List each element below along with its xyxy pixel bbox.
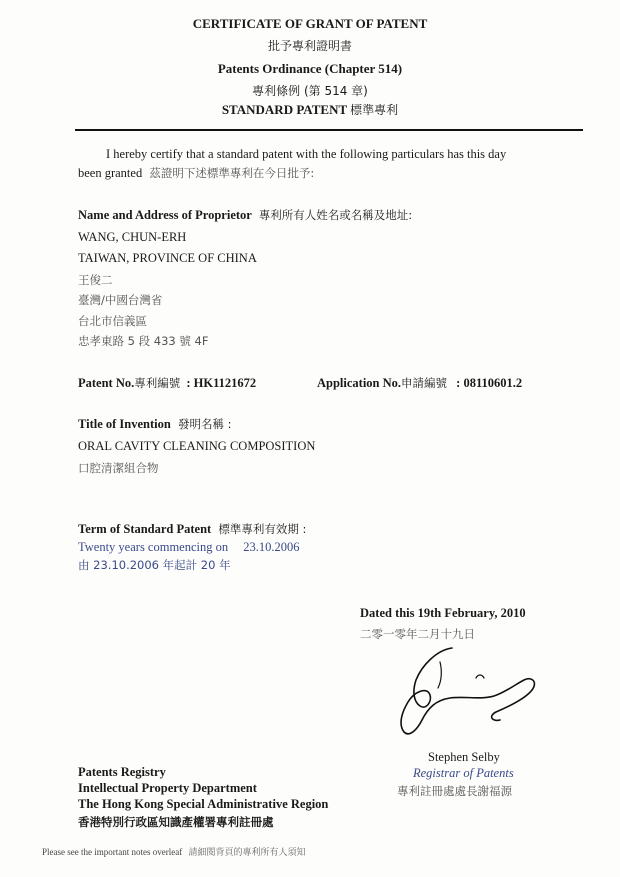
intro-line-2-en: been granted <box>78 166 143 180</box>
registry-line-3: The Hong Kong Special Administrative Region <box>78 797 329 811</box>
proprietor-name-zh: 王俊二 <box>78 273 113 287</box>
application-number-label: Application No. <box>317 376 402 390</box>
proprietor-name: WANG, CHUN-ERH <box>78 230 187 244</box>
patent-type: STANDARD PATENT <box>221 102 347 117</box>
proprietor-label-zh: 專利所有人姓名或名稱及地址: <box>258 208 413 222</box>
term-start-date: 23.10.2006 <box>243 540 300 554</box>
certificate-title-zh: 批予專利證明書 <box>267 39 352 53</box>
term-label-en: Term of Standard Patent <box>78 522 212 536</box>
certificate-title: CERTIFICATE OF GRANT OF PATENT <box>192 16 428 31</box>
term-label <box>78 521 306 537</box>
signature-drawing <box>392 640 542 740</box>
term-text-zh: 由 23.10.2006 年起計 20 年 <box>78 558 231 572</box>
dated-line: Dated this 19th February, 2010 <box>360 606 526 620</box>
footnote-zh: 請細閱背頁的專利所有人須知 <box>188 848 306 858</box>
dated-line-zh: 二零一零年二月十九日 <box>360 627 475 641</box>
proprietor-street-zh: 忠孝東路 5 段 433 號 4F <box>78 334 209 348</box>
signatory-title-zh: 專利註冊處處長謝福源 <box>397 784 512 798</box>
registry-line-1: Patents Registry <box>78 765 166 779</box>
intro-line-2-zh: 茲證明下述標準專利在今日批予: <box>149 166 315 180</box>
patent-number-label: Patent No. <box>78 376 135 390</box>
header-divider <box>75 129 583 131</box>
ordinance-title-zh: 專利條例 (第 514 章) <box>252 84 368 98</box>
patent-number <box>78 375 256 391</box>
intro-line-1: I hereby certify that a standard patent with the following particulars has this day <box>106 147 507 161</box>
application-number-label-zh: 申請編號 <box>401 376 448 390</box>
proprietor-label <box>78 207 412 223</box>
ordinance-title: Patents Ordinance (Chapter 514) <box>217 61 403 76</box>
signatory-title: Registrar of Patents <box>413 766 514 780</box>
invention-title: ORAL CAVITY CLEANING COMPOSITION <box>78 439 316 453</box>
patent-type-heading <box>0 101 620 118</box>
application-number-value: : 08110601.2 <box>456 376 523 390</box>
footnote-en: Please see the important notes overleaf <box>42 847 183 857</box>
proprietor-country: TAIWAN, PROVINCE OF CHINA <box>78 251 257 265</box>
registry-line-2: Intellectual Property Department <box>78 781 257 795</box>
application-number <box>317 375 522 391</box>
signatory-name: Stephen Selby <box>428 750 500 764</box>
patent-type-zh: 標準專利 <box>350 103 399 117</box>
invention-title-zh: 口腔清潔組合物 <box>78 461 159 475</box>
term-label-zh: 標準專利有效期 : <box>218 522 307 536</box>
proprietor-district-zh: 台北市信義區 <box>78 314 147 328</box>
patent-number-value: : HK1121672 <box>186 376 257 390</box>
proprietor-label-en: Name and Address of Proprietor <box>78 208 252 222</box>
proprietor-country-zh: 臺灣/中國台灣省 <box>78 293 163 307</box>
patent-number-label-zh: 專利編號 <box>134 376 181 390</box>
registry-line-4-zh: 香港特別行政區知識產權署專利註冊處 <box>78 815 274 829</box>
invention-label <box>78 416 232 432</box>
intro-line-2 <box>78 165 314 181</box>
term-text <box>78 540 300 555</box>
invention-label-zh: 發明名稱 : <box>177 417 232 431</box>
footnote <box>42 845 305 858</box>
invention-label-en: Title of Invention <box>78 417 171 431</box>
term-text-en: Twenty years commencing on <box>78 540 229 554</box>
